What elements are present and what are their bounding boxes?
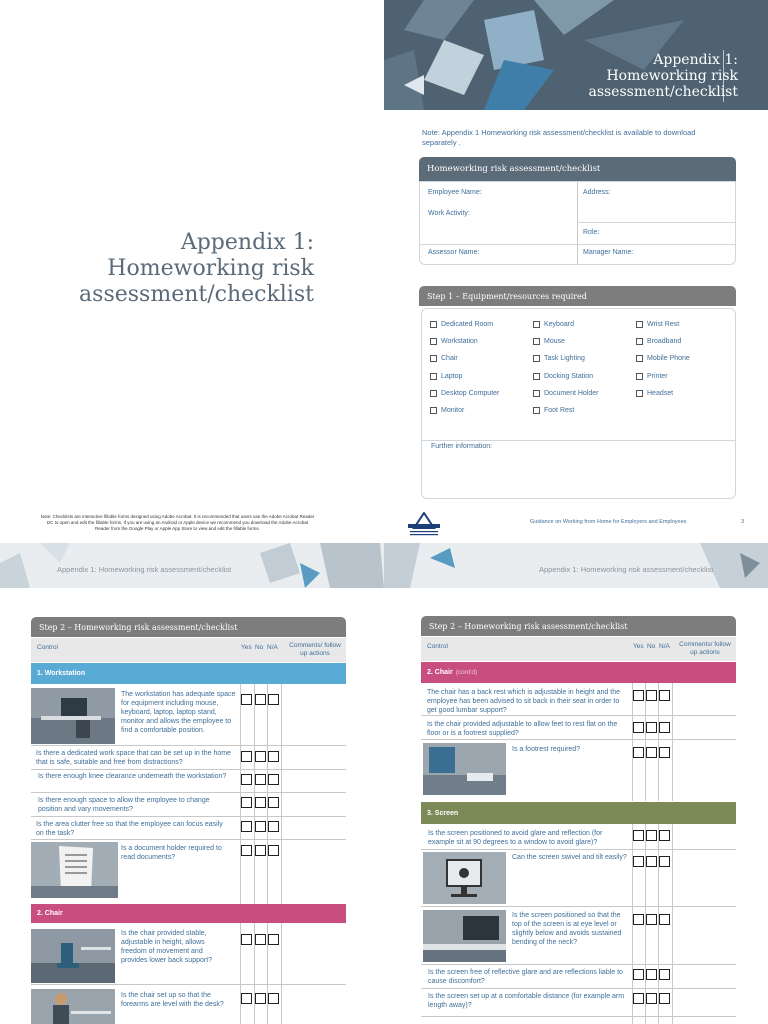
workstation-photo <box>31 688 115 744</box>
col-control: Control <box>37 644 58 651</box>
checkbox-icon[interactable] <box>430 407 437 414</box>
section-title: 2. Chair <box>427 669 453 676</box>
question-text: Is the chair provided adjustable to allow feet to rest flat on the floor or is a footrest supplied? <box>427 721 618 737</box>
right-column-header <box>421 637 736 661</box>
question-text: The chair has a back rest which is adjustable in height and the employee has been advised to sit back in their seat in order to get good lumbar support? <box>427 689 621 714</box>
screen-swivel-illustration <box>423 852 506 904</box>
na-checkbox[interactable] <box>268 934 279 945</box>
checkbox-icon[interactable] <box>430 338 437 345</box>
no-checkbox[interactable] <box>255 774 266 785</box>
chair-photo <box>31 929 115 983</box>
checkbox-chair[interactable] <box>430 355 458 362</box>
screen-height-photo <box>423 910 506 962</box>
na-checkbox[interactable] <box>268 993 279 1004</box>
na-checkbox[interactable] <box>268 751 279 762</box>
checkbox-label: Broadband <box>647 338 682 345</box>
no-checkbox[interactable] <box>255 993 266 1004</box>
yes-checkbox[interactable] <box>633 747 644 758</box>
checkbox-icon[interactable] <box>636 321 643 328</box>
left-column-header <box>31 638 346 662</box>
question-text: Is there enough space to allow the employee to change position and vary movements? <box>38 797 210 813</box>
checkbox-monitor[interactable] <box>430 407 464 414</box>
yes-checkbox[interactable] <box>633 856 644 867</box>
na-checkbox[interactable] <box>659 690 670 701</box>
na-checkbox[interactable] <box>659 914 670 925</box>
col-comments: Comments/ follow up actions <box>679 641 731 656</box>
na-checkbox[interactable] <box>659 722 670 733</box>
page-number: 3 <box>741 519 745 525</box>
step1-divider <box>422 440 735 441</box>
checkbox-label: Laptop <box>441 373 463 380</box>
col-no: No <box>647 643 656 650</box>
checkbox-icon[interactable] <box>533 407 540 414</box>
document-holder-illustration <box>31 842 118 898</box>
question-text: Is there a dedicated work space that can be set up in the home that is safe, suitable and free from distractions? <box>36 750 231 766</box>
page-title <box>79 230 314 308</box>
na-checkbox[interactable] <box>659 993 670 1004</box>
step1-header: Step 1 – Equipment/resources required <box>419 286 736 306</box>
screen-swivel-photo <box>423 852 506 904</box>
right-table-header: Step 2 – Homeworking risk assessment/checklist <box>421 616 736 636</box>
col-no: No <box>255 644 264 651</box>
forearm-illustration <box>31 989 115 1024</box>
hsa-logo <box>407 512 441 536</box>
chair-illustration <box>31 929 115 983</box>
checkbox-task-lighting[interactable] <box>533 355 585 362</box>
no-checkbox[interactable] <box>646 993 657 1004</box>
na-checkbox[interactable] <box>268 797 279 808</box>
forearm-photo <box>31 989 115 1024</box>
form-header: Homeworking risk assessment/checklist <box>419 157 736 181</box>
checkbox-icon[interactable] <box>430 321 437 328</box>
no-checkbox[interactable] <box>255 694 266 705</box>
download-note: Note: Appendix 1 Homeworking risk assessment/checklist is available to download separately . <box>422 128 696 147</box>
question-text: Is the area clutter free so that the employee can focus easily on the task? <box>36 821 223 837</box>
no-checkbox[interactable] <box>646 747 657 758</box>
no-checkbox[interactable] <box>646 969 657 980</box>
checkbox-label: Mobile Phone <box>647 355 690 362</box>
checkbox-mouse[interactable] <box>533 338 565 345</box>
yes-checkbox[interactable] <box>241 845 252 856</box>
na-checkbox[interactable] <box>268 845 279 856</box>
section-contd: (cont'd) <box>455 669 478 676</box>
no-checkbox[interactable] <box>255 751 266 762</box>
checkbox-docking-station[interactable] <box>533 373 593 380</box>
checkbox-icon[interactable] <box>533 373 540 380</box>
assessor-name-field[interactable]: Assessor Name: <box>428 249 480 256</box>
yes-checkbox[interactable] <box>241 774 252 785</box>
yes-checkbox[interactable] <box>241 797 252 808</box>
checkbox-icon[interactable] <box>636 338 643 345</box>
yes-checkbox[interactable] <box>633 993 644 1004</box>
checkbox-workstation[interactable] <box>430 338 478 345</box>
na-checkbox[interactable] <box>268 774 279 785</box>
checkbox-icon[interactable] <box>430 390 437 397</box>
checkbox-icon[interactable] <box>533 390 540 397</box>
checkbox-icon[interactable] <box>430 355 437 362</box>
form-divider <box>577 182 578 264</box>
question-text: Is the screen free of reflective glare and are reflections liable to cause discomfort? <box>428 969 623 985</box>
question-text: Is a footrest required? <box>512 746 581 753</box>
col-yes: Yes <box>633 643 644 650</box>
col-yes: Yes <box>241 644 252 651</box>
page-banner <box>0 543 768 588</box>
cover-title-line1: Appendix 1: <box>653 52 738 68</box>
na-checkbox[interactable] <box>659 969 670 980</box>
yes-checkbox[interactable] <box>241 694 252 705</box>
checkbox-printer[interactable] <box>636 373 668 380</box>
checkbox-label: Mouse <box>544 338 566 345</box>
employee-name-field[interactable]: Employee Name: <box>428 189 482 196</box>
yes-checkbox[interactable] <box>633 830 644 841</box>
checkbox-label: Headset <box>647 390 674 397</box>
no-checkbox[interactable] <box>646 690 657 701</box>
yes-checkbox[interactable] <box>241 751 252 762</box>
yes-checkbox[interactable] <box>633 722 644 733</box>
question-text: Is there enough knee clearance underneath the workstation? <box>38 773 227 780</box>
employee-details-form <box>419 181 736 265</box>
footrest-illustration <box>423 743 506 795</box>
col-na: N/A <box>659 643 670 650</box>
further-information-field[interactable]: Further information: <box>431 443 493 450</box>
yes-checkbox[interactable] <box>633 914 644 925</box>
checkbox-foot-rest[interactable] <box>533 407 574 414</box>
checkbox-label: Foot Rest <box>544 407 575 414</box>
yes-checkbox[interactable] <box>633 969 644 980</box>
checkbox-wrist-rest[interactable] <box>636 321 679 328</box>
page-title-line1: Appendix 1: <box>180 230 314 255</box>
section-workstation: 1. Workstation <box>31 663 346 684</box>
checkbox-label: Chair <box>441 355 458 362</box>
na-checkbox[interactable] <box>268 821 279 832</box>
checkbox-label: Document Holder <box>544 390 599 397</box>
checkbox-label: Docking Station <box>544 373 594 380</box>
cover-title-line3: assessment/checklist <box>588 84 738 100</box>
checkbox-label: Dedicated Room <box>441 321 494 328</box>
checkbox-label: Desktop Computer <box>441 390 500 397</box>
yes-checkbox[interactable] <box>241 821 252 832</box>
workstation-illustration <box>31 688 115 744</box>
question-text: Is the screen set up at a comfortable distance (for example arm length away)? <box>428 993 625 1009</box>
question-text: Is the chair set up so that the forearms are level with the desk? <box>121 992 224 1008</box>
col-control: Control <box>427 643 448 650</box>
no-checkbox[interactable] <box>646 856 657 867</box>
question-text: The workstation has adequate space for equipment including mouse, keyboard, laptop, laptop stand, monitor and allows the employee to find a comfortable position. <box>121 691 236 734</box>
left-table-header: Step 2 – Homeworking risk assessment/checklist <box>31 617 346 637</box>
cover-title <box>588 52 738 100</box>
checkbox-label: Printer <box>647 373 668 380</box>
col-na: N/A <box>267 644 278 651</box>
checkbox-broadband[interactable] <box>636 338 681 345</box>
cover-band <box>384 0 768 110</box>
section-chair-contd <box>421 662 736 683</box>
checkbox-icon[interactable] <box>430 373 437 380</box>
checkbox-label: Task Lighting <box>544 355 585 362</box>
checkbox-dedicated-room[interactable] <box>430 321 493 328</box>
form-divider-h <box>577 222 735 223</box>
col-comments: Comments/ follow up actions <box>289 642 341 657</box>
checkbox-desktop-computer[interactable] <box>430 390 499 397</box>
section-screen: 3. Screen <box>421 802 736 824</box>
screen-height-illustration <box>423 910 506 962</box>
checkbox-mobile-phone[interactable] <box>636 355 690 362</box>
footer-guidance: Guidance on Working from Home for Employers and Employees <box>530 519 687 525</box>
section-chair: 2. Chair <box>31 904 346 923</box>
checkbox-keyboard[interactable] <box>533 321 574 328</box>
question-text: Is the screen positioned to avoid glare and reflection (for example sit at 90 degrees to a window to avoid glare)? <box>428 830 603 846</box>
checkbox-document-holder[interactable] <box>533 390 598 397</box>
checkbox-icon[interactable] <box>636 390 643 397</box>
no-checkbox[interactable] <box>646 722 657 733</box>
no-checkbox[interactable] <box>255 845 266 856</box>
checkbox-icon[interactable] <box>636 373 643 380</box>
question-text: Is the screen positioned so that the top of the screen is at eye level or slightly below and avoids sustained bending of the neck? <box>512 912 622 946</box>
address-field[interactable]: Address: <box>583 189 611 196</box>
checkbox-label: Workstation <box>441 338 478 345</box>
checkbox-label: Wrist Rest <box>647 321 680 328</box>
checkbox-icon[interactable] <box>533 338 540 345</box>
footrest-photo <box>423 743 506 795</box>
question-text: Can the screen swivel and tilt easily? <box>512 854 627 861</box>
step1-box <box>421 308 736 499</box>
checkbox-label: Monitor <box>441 407 465 414</box>
yes-checkbox[interactable] <box>241 934 252 945</box>
form-divider-h2 <box>420 244 735 245</box>
yes-checkbox[interactable] <box>241 993 252 1004</box>
document-holder-photo <box>31 842 118 898</box>
acrobat-note: Note: Checklists are interactive fillable forms designed using Adobe Acrobat. It is recommended that users use the Adobe Acrobat Reader DC to open and edit the fillable forms. If you are using an Android or Apple device we recommend you download the Adobe Acrobat Reader from the Google Play or Apple App Store to view and edit the fillable forms. <box>40 514 315 531</box>
banner-right-title: Appendix 1: Homeworking risk assessment/checklist <box>539 565 714 574</box>
no-checkbox[interactable] <box>646 914 657 925</box>
page-title-line2: Homeworking risk <box>107 256 314 281</box>
question-text: Is a document holder required to read documents? <box>121 845 222 861</box>
na-checkbox[interactable] <box>659 856 670 867</box>
na-checkbox[interactable] <box>268 694 279 705</box>
no-checkbox[interactable] <box>255 934 266 945</box>
work-activity-field[interactable]: Work Activity: <box>428 210 470 217</box>
checkbox-headset[interactable] <box>636 390 673 397</box>
banner-left-title: Appendix 1: Homeworking risk assessment/checklist <box>57 565 232 574</box>
cover-title-line2: Homeworking risk <box>606 68 738 84</box>
no-checkbox[interactable] <box>255 797 266 808</box>
checkbox-icon[interactable] <box>533 321 540 328</box>
question-text: Is the chair provided stable, adjustable in height, allows freedom of movement and provides lower back support? <box>121 930 213 964</box>
no-checkbox[interactable] <box>646 830 657 841</box>
checkbox-laptop[interactable] <box>430 373 462 380</box>
checkbox-icon[interactable] <box>533 355 540 362</box>
manager-name-field[interactable]: Manager Name: <box>583 249 634 256</box>
na-checkbox[interactable] <box>659 747 670 758</box>
page-title-line3: assessment/checklist <box>79 282 314 307</box>
checkbox-icon[interactable] <box>636 355 643 362</box>
role-field[interactable]: Role: <box>583 229 600 236</box>
yes-checkbox[interactable] <box>633 690 644 701</box>
checkbox-label: Keyboard <box>544 321 574 328</box>
na-checkbox[interactable] <box>659 830 670 841</box>
no-checkbox[interactable] <box>255 821 266 832</box>
